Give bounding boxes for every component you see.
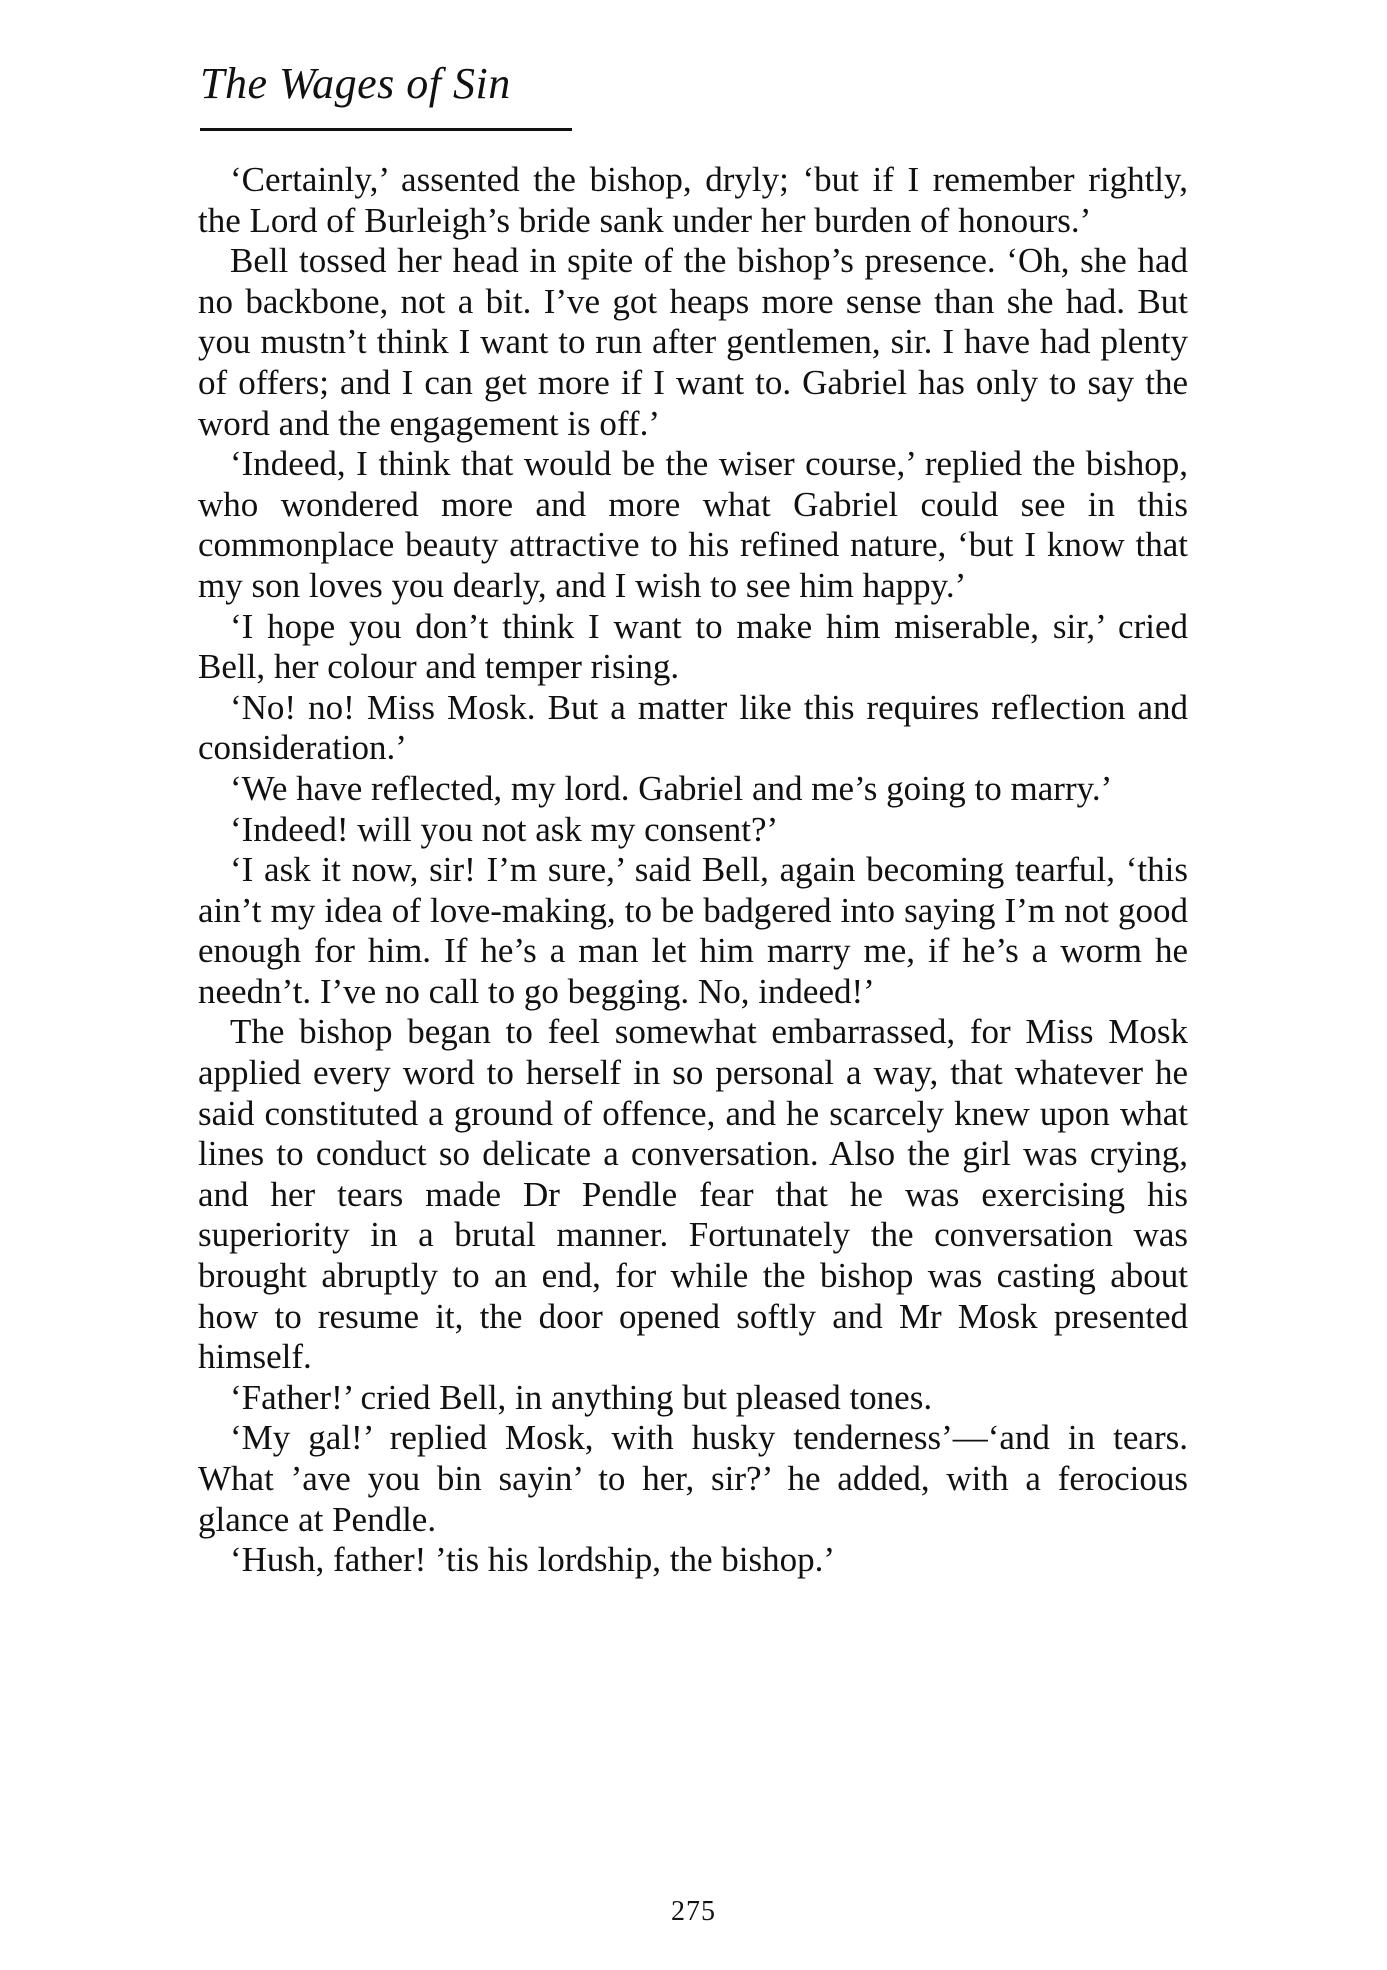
- paragraph: ‘Certainly,’ assented the bishop, dryly; ‘but if I remember rightly, the Lord of Burleigh’s bride sank under her burden of honours.’: [198, 160, 1188, 240]
- page-number: 275: [671, 1896, 716, 1927]
- paragraph: ‘We have reflected, my lord. Gabriel and me’s going to marry.’: [230, 768, 1113, 808]
- paragraph: ‘Father!’ cried Bell, in anything but pleased tones.: [230, 1377, 933, 1417]
- paragraph: ‘Indeed! will you not ask my consent?’: [230, 809, 779, 849]
- header-rule: [200, 128, 572, 131]
- paragraph: ‘I ask it now, sir! I’m sure,’ said Bell, again becoming tearful, ‘this ain’t my idea of love-making, to be badgered into saying I’m not good enough for him. If he’s a man let him marry me, if he’s a worm he needn’t. I’ve no call to go begging. No, indeed!’: [198, 850, 1188, 1011]
- paragraph: ‘I hope you don’t think I want to make him miserable, sir,’ cried Bell, her colour and temper rising.: [198, 606, 1188, 687]
- paragraph: ‘Indeed, I think that would be the wiser course,’ replied the bishop, who wondered more and more what Gabriel could see in this commonplace beauty attractive to his refined nature, ‘but I know that my son loves you dearly, and I wish to see him happy.’: [198, 444, 1188, 605]
- paragraph: ‘Hush, father! ’tis his lordship, the bishop.’: [230, 1540, 835, 1580]
- paragraph: The bishop began to feel somewhat embarrassed, for Miss Mosk applied every word to herself in so personal a way, that whatever he said constituted a ground of offence, and he scarcely knew upon what lines to conduct so delicate a conversation. Also the girl was crying, and her tears made Dr Pendle fear that he was exercising his superiority in a brutal manner. Fortunately the conversation was brought abruptly to an end, for while the bishop was casting about how to resume it, the door opened softly and Mr Mosk presented himself.: [198, 1012, 1188, 1377]
- paragraph: Bell tossed her head in spite of the bishop’s presence. ‘Oh, she had no backbone, not a bit. I’ve got heaps more sense than she had. But you mustn’t think I want to run after gentlemen, sir. I have had plenty of offers; and I can get more if I want to. Gabriel has only to say the word and the engagement is off.’: [198, 241, 1188, 443]
- paragraph: ‘No! no! Miss Mosk. But a matter like this requires reflection and consideration.’: [198, 687, 1188, 768]
- body-text: [198, 160, 1188, 1581]
- running-head: The Wages of Sin: [200, 59, 511, 108]
- paragraph: ‘My gal!’ replied Mosk, with husky tenderness’—‘and in tears. What ’ave you bin sayin’ to her, sir?’ he added, with a ferocious glance at Pendle.: [198, 1418, 1188, 1539]
